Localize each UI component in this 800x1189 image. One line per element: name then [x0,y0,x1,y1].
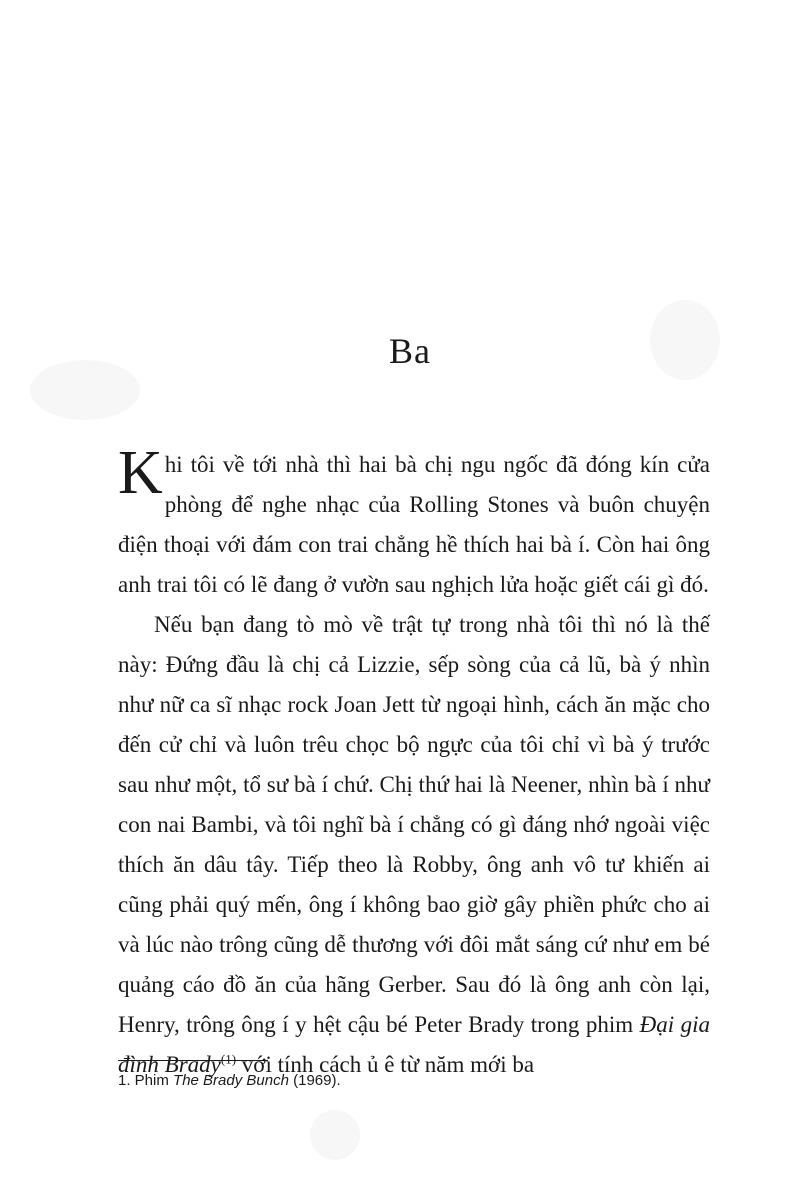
paragraph-2 [118,605,710,1085]
paragraph-1-text: hi tôi về tới nhà thì hai bà chị ngu ngốc đã đóng kín cửa phòng để nghe nhạc của Rolling Stones và buôn chuyện điện thoại với đám con trai chẳng hề thích hai bà í. Còn hai ông anh trai tôi có lẽ đang ở vườn sau nghịch lửa hoặc giết cái gì đó. [118,452,710,597]
scan-smudge [310,1110,360,1160]
footnote-reference[interactable]: (1) [220,1051,237,1067]
footnote-divider [118,1060,268,1061]
footnote-text: (1969). [288,1072,341,1089]
chapter-title: Ba [389,331,431,371]
paragraph-2-text: Nếu bạn đang tò mò về trật tự trong nhà tôi thì nó là thế này: Đứng đầu là chị cả Lizzie, sếp sòng của cả lũ, bà ý nhìn như nữ ca sĩ nhạc rock Joan Jett từ ngoại hình, cách ăn mặc cho đến cử chỉ và luôn trêu chọc bộ ngực của tôi chỉ vì bà ý trước sau như một, tổ sư bà í chứ. Chị thứ hai là Neener, nhìn bà í như con nai Bambi, và tôi nghĩ bà í chẳng có gì đáng nhớ ngoài việc thích ăn dâu tây. Tiếp theo là Robby, ông anh vô tư khiến ai cũng phải quý mến, ông í không bao giờ gây phiền phức cho ai và lúc nào trông cũng dễ thương với đôi mắt sáng cứ như em bé quảng cáo đồ ăn của hãng Gerber. Sau đó là ông anh còn lại, Henry, trông ông í y hệt cậu bé Peter Brady trong phim [118,612,710,1037]
paragraph-1 [118,439,710,605]
paragraph-2-continuation: với tính cách ủ ê từ năm mới ba [236,1052,535,1077]
film-title: Đại gia đình Brady [118,1012,710,1077]
footnote-title: The Brady Bunch [173,1072,289,1089]
footnote [118,1072,341,1089]
chapter-body [118,439,710,1085]
drop-cap: K [118,439,163,507]
footnote-number: 1. Phim [118,1072,174,1089]
